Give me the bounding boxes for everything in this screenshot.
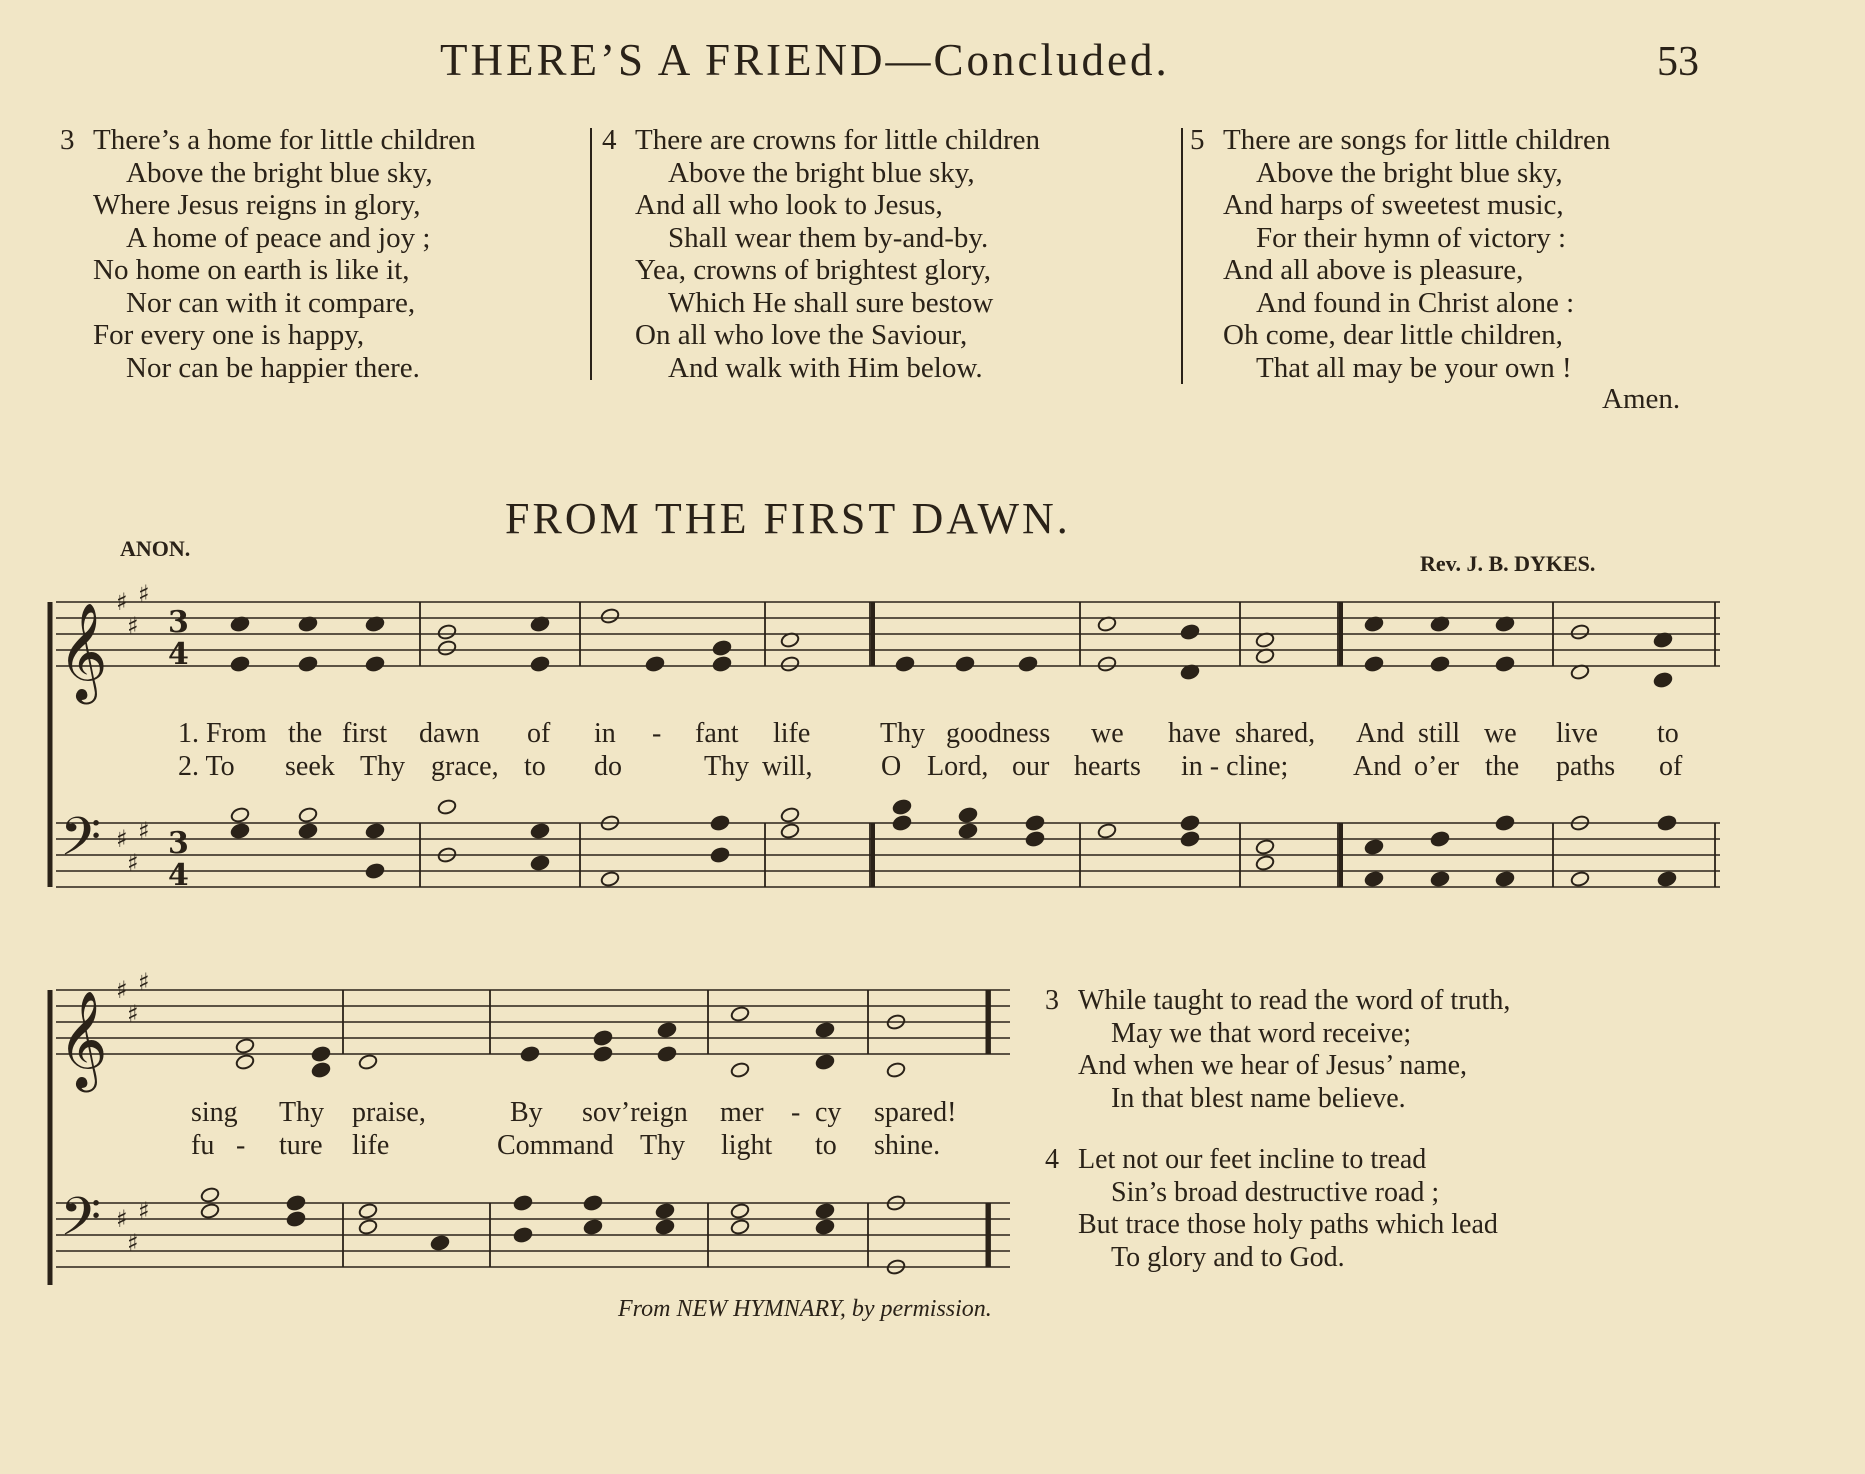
note-head — [712, 655, 732, 672]
lyric-syllable: light — [721, 1130, 773, 1161]
note-head — [1430, 830, 1450, 847]
key-sharp: ♯ — [127, 1229, 139, 1257]
note-head — [230, 806, 250, 823]
note-head — [657, 1045, 677, 1062]
verse-line: But trace those holy paths which lead — [1078, 1209, 1498, 1240]
source-credit: From NEW HYMNARY, by permission. — [618, 1296, 992, 1322]
side-verse-3 — [1045, 985, 1511, 1115]
note-head — [1025, 830, 1045, 847]
note-head — [437, 623, 457, 640]
time-signature-numerator: 3 — [168, 605, 189, 640]
note-head — [730, 1202, 750, 1219]
treble-clef: 𝄞 — [58, 602, 108, 700]
note-head — [815, 1202, 835, 1219]
verse-line: Above the bright blue sky, — [1256, 156, 1563, 189]
key-sharp: ♯ — [127, 612, 139, 640]
key-sharp: ♯ — [138, 580, 150, 608]
clefs — [58, 580, 189, 1261]
verse-number: 5 — [1190, 124, 1205, 156]
note-head — [600, 607, 620, 624]
note-head — [710, 814, 730, 831]
verse-line: Which He shall sure bestow — [668, 286, 994, 319]
note-head — [298, 822, 318, 839]
note-head — [892, 814, 912, 831]
note-head — [1495, 655, 1515, 672]
note-head — [298, 655, 318, 672]
note-head — [1430, 655, 1450, 672]
lyric-syllable: have — [1168, 718, 1221, 749]
lyric-syllable: Lord, — [927, 751, 989, 782]
lyric-syllable: will, — [762, 751, 813, 782]
hymn-title: FROM THE FIRST DAWN. — [505, 494, 1071, 543]
lyric-syllable: do — [594, 751, 622, 782]
lyric-syllable: paths — [1556, 751, 1616, 782]
lyric-syllable: fu — [191, 1130, 215, 1161]
note-head — [1570, 870, 1590, 887]
verse-line: A home of peace and joy ; — [126, 221, 431, 254]
verse-line: And found in Christ alone : — [1256, 286, 1575, 319]
verse-number: 3 — [60, 124, 75, 156]
lyric-syllable: in - cline; — [1181, 751, 1289, 782]
verse-line: That all may be your own ! — [1256, 351, 1572, 384]
verse-number: 4 — [602, 124, 617, 156]
verse-line: Above the bright blue sky, — [668, 156, 975, 189]
note-head — [437, 798, 457, 815]
verse-line: Sin’s broad destructive road ; — [1111, 1176, 1440, 1208]
note-head — [593, 1029, 613, 1046]
note-head — [645, 655, 665, 672]
note-head — [1364, 655, 1384, 672]
lyric-syllable: sing — [191, 1097, 238, 1128]
lyric-syllable: in — [594, 718, 616, 749]
lyric-syllable: of — [1659, 751, 1683, 782]
note-head — [958, 806, 978, 823]
lyric-syllable: seek — [285, 751, 335, 782]
key-sharp: ♯ — [127, 849, 139, 877]
note-head — [1430, 870, 1450, 887]
verse-line: While taught to read the word of truth, — [1078, 985, 1511, 1016]
note-head — [780, 806, 800, 823]
note-head — [657, 1021, 677, 1038]
key-sharp: ♯ — [116, 588, 128, 616]
lyric-syllable: O — [881, 751, 902, 782]
bass-clef: 𝄢 — [60, 1187, 102, 1261]
amen: Amen. — [1602, 383, 1681, 415]
note-head — [513, 1194, 533, 1211]
note-head — [530, 655, 550, 672]
lyric-syllable: - — [791, 1097, 801, 1128]
verse-number: 3 — [1045, 985, 1059, 1016]
time-signature-denominator: 4 — [168, 637, 189, 672]
verse-line: And walk with Him below. — [668, 351, 983, 384]
lyric-syllable: to — [1657, 718, 1679, 749]
note-head — [815, 1053, 835, 1070]
lyric-syllable: Thy — [704, 751, 750, 782]
lyric-syllable: we — [1091, 718, 1124, 749]
note-head — [365, 822, 385, 839]
verse-line: For every one is happy, — [93, 319, 365, 351]
lyric-syllable: Thy — [880, 718, 926, 749]
note-head — [886, 1061, 906, 1078]
lyric-syllable: cy — [815, 1097, 842, 1128]
lyric-syllable: o’er — [1414, 751, 1460, 782]
note-head — [655, 1218, 675, 1235]
note-head — [311, 1061, 331, 1078]
treble-clef: 𝄞 — [58, 990, 108, 1088]
note-head — [730, 1061, 750, 1078]
key-sharp: ♯ — [138, 817, 150, 845]
composer-right: Rev. J. B. DYKES. — [1420, 551, 1596, 576]
note-head — [895, 655, 915, 672]
note-head — [1097, 655, 1117, 672]
note-head — [437, 639, 457, 656]
note-head — [730, 1005, 750, 1022]
lyric-syllable: - — [236, 1130, 246, 1161]
lyric-syllable: fant — [695, 718, 739, 749]
verse-line: For their hymn of victory : — [1256, 221, 1567, 254]
verse-line: Nor can be happier there. — [126, 351, 420, 384]
page-number: 53 — [1657, 39, 1699, 85]
verse-line: And all who look to Jesus, — [635, 189, 943, 221]
note-head — [583, 1194, 603, 1211]
lyric-syllable: grace, — [431, 751, 499, 782]
lyric-syllable: 1. From — [178, 718, 267, 749]
key-sharp: ♯ — [127, 1000, 139, 1028]
note-head — [1657, 870, 1677, 887]
lyric-syllable: life — [773, 718, 811, 749]
verse-line: Above the bright blue sky, — [126, 156, 433, 189]
verse-line: There are songs for little children — [1223, 124, 1611, 156]
note-head — [230, 655, 250, 672]
verse-line: May we that word receive; — [1111, 1017, 1412, 1049]
verse-line: On all who love the Saviour, — [635, 319, 968, 351]
verse-line: There are crowns for little children — [635, 124, 1041, 156]
note-head — [1180, 814, 1200, 831]
note-head — [780, 655, 800, 672]
lyric-syllable: spared! — [874, 1097, 957, 1128]
note-head — [235, 1037, 255, 1054]
note-head — [1180, 623, 1200, 640]
lyric-syllable: 2. To — [178, 751, 235, 782]
note-head — [530, 822, 550, 839]
lyric-syllable: praise, — [352, 1097, 426, 1128]
lyric-syllable: live — [1556, 718, 1598, 749]
lyric-syllable: our — [1012, 751, 1050, 782]
lyric-syllable: Thy — [279, 1097, 325, 1128]
lyric-syllable: Thy — [640, 1130, 686, 1161]
lyric-syllable: And — [1353, 751, 1402, 782]
lyric-syllable: the — [1485, 751, 1520, 782]
verse-line: Nor can with it compare, — [126, 286, 416, 319]
verse-number: 4 — [1045, 1144, 1059, 1175]
bass-clef: 𝄢 — [60, 807, 102, 881]
note-head — [892, 798, 912, 815]
side-verse-4 — [1045, 1144, 1498, 1274]
lyric-syllable: ture — [279, 1130, 323, 1161]
note-head — [358, 1218, 378, 1235]
lyric-syllable: still — [1418, 718, 1461, 749]
note-head — [530, 854, 550, 871]
verse-line: And when we hear of Jesus’ name, — [1078, 1050, 1468, 1081]
verse-line: No home on earth is like it, — [93, 254, 410, 286]
lyric-syllable: mer — [720, 1097, 764, 1128]
lyric-syllable: of — [527, 718, 551, 749]
verse-line: Let not our feet incline to tread — [1078, 1144, 1427, 1175]
note-head — [200, 1186, 220, 1203]
lyric-syllable: - — [652, 718, 662, 749]
note-head — [365, 862, 385, 879]
lyric-syllable: the — [288, 718, 323, 749]
lyric-syllable: dawn — [419, 718, 480, 749]
verse-line: Oh come, dear little children, — [1223, 319, 1563, 351]
verse-line: Where Jesus reigns in glory, — [93, 189, 421, 221]
note-head — [235, 1053, 255, 1070]
note-head — [593, 1045, 613, 1062]
note-head — [1025, 814, 1045, 831]
note-head — [1364, 870, 1384, 887]
note-head — [600, 870, 620, 887]
note-head — [520, 1045, 540, 1062]
note-head — [358, 1202, 378, 1219]
lyric-syllable: hearts — [1074, 751, 1141, 782]
lyric-syllable: goodness — [946, 718, 1051, 749]
note-head — [955, 655, 975, 672]
verse-line: Shall wear them by-and-by. — [668, 221, 989, 254]
lyric-syllable: life — [352, 1130, 390, 1161]
note-head — [1018, 655, 1038, 672]
lyric-syllable: Thy — [360, 751, 406, 782]
note-head — [286, 1194, 306, 1211]
note-head — [780, 822, 800, 839]
time-signature-denominator: 4 — [168, 858, 189, 893]
note-head — [815, 1218, 835, 1235]
note-head — [513, 1226, 533, 1243]
note-head — [1255, 838, 1275, 855]
note-head — [1495, 814, 1515, 831]
verse-line: To glory and to God. — [1111, 1241, 1345, 1273]
time-signature-numerator: 3 — [168, 826, 189, 861]
note-head — [712, 639, 732, 656]
note-head — [1255, 854, 1275, 871]
key-sharp: ♯ — [116, 976, 128, 1004]
note-head — [1180, 830, 1200, 847]
note-head — [1495, 870, 1515, 887]
note-head — [730, 1218, 750, 1235]
note-head — [200, 1202, 220, 1219]
note-head — [286, 1210, 306, 1227]
lyric-syllable: first — [342, 718, 388, 749]
lyric-syllable: sov’reign — [582, 1097, 688, 1128]
note-head — [311, 1045, 331, 1062]
verse-line: There’s a home for little children — [93, 124, 476, 156]
note-head — [958, 822, 978, 839]
lyric-syllable: And — [1356, 718, 1405, 749]
note-head — [358, 1053, 378, 1070]
running-title: THERE’S A FRIEND—Concluded. — [440, 35, 1170, 85]
lyric-syllable: we — [1484, 718, 1517, 749]
note-head — [1653, 671, 1673, 688]
lyric-syllable: By — [510, 1097, 543, 1128]
lyric-syllable: Command — [497, 1130, 614, 1161]
note-head — [1364, 838, 1384, 855]
lyric-syllable: to — [815, 1130, 837, 1161]
lyric-syllable: shine. — [874, 1130, 941, 1161]
verse-line: And all above is pleasure, — [1223, 254, 1524, 286]
note-head — [1570, 623, 1590, 640]
note-head — [298, 806, 318, 823]
note-head — [230, 822, 250, 839]
key-sharp: ♯ — [138, 968, 150, 996]
verse-line: In that blest name believe. — [1111, 1082, 1406, 1114]
note-head — [710, 846, 730, 863]
key-sharp: ♯ — [138, 1197, 150, 1225]
key-sharp: ♯ — [116, 825, 128, 853]
note-head — [815, 1021, 835, 1038]
composer-left: ANON. — [120, 536, 191, 561]
note-head — [430, 1234, 450, 1251]
key-sharp: ♯ — [116, 1205, 128, 1233]
lyric-syllable: shared, — [1235, 718, 1316, 749]
note-head — [583, 1218, 603, 1235]
note-head — [1097, 822, 1117, 839]
verse-line: Yea, crowns of brightest glory, — [635, 254, 992, 286]
note-head — [1657, 814, 1677, 831]
lyric-syllable: to — [524, 751, 546, 782]
note-head — [655, 1202, 675, 1219]
verse-line: And harps of sweetest music, — [1223, 189, 1564, 221]
note-head — [365, 655, 385, 672]
